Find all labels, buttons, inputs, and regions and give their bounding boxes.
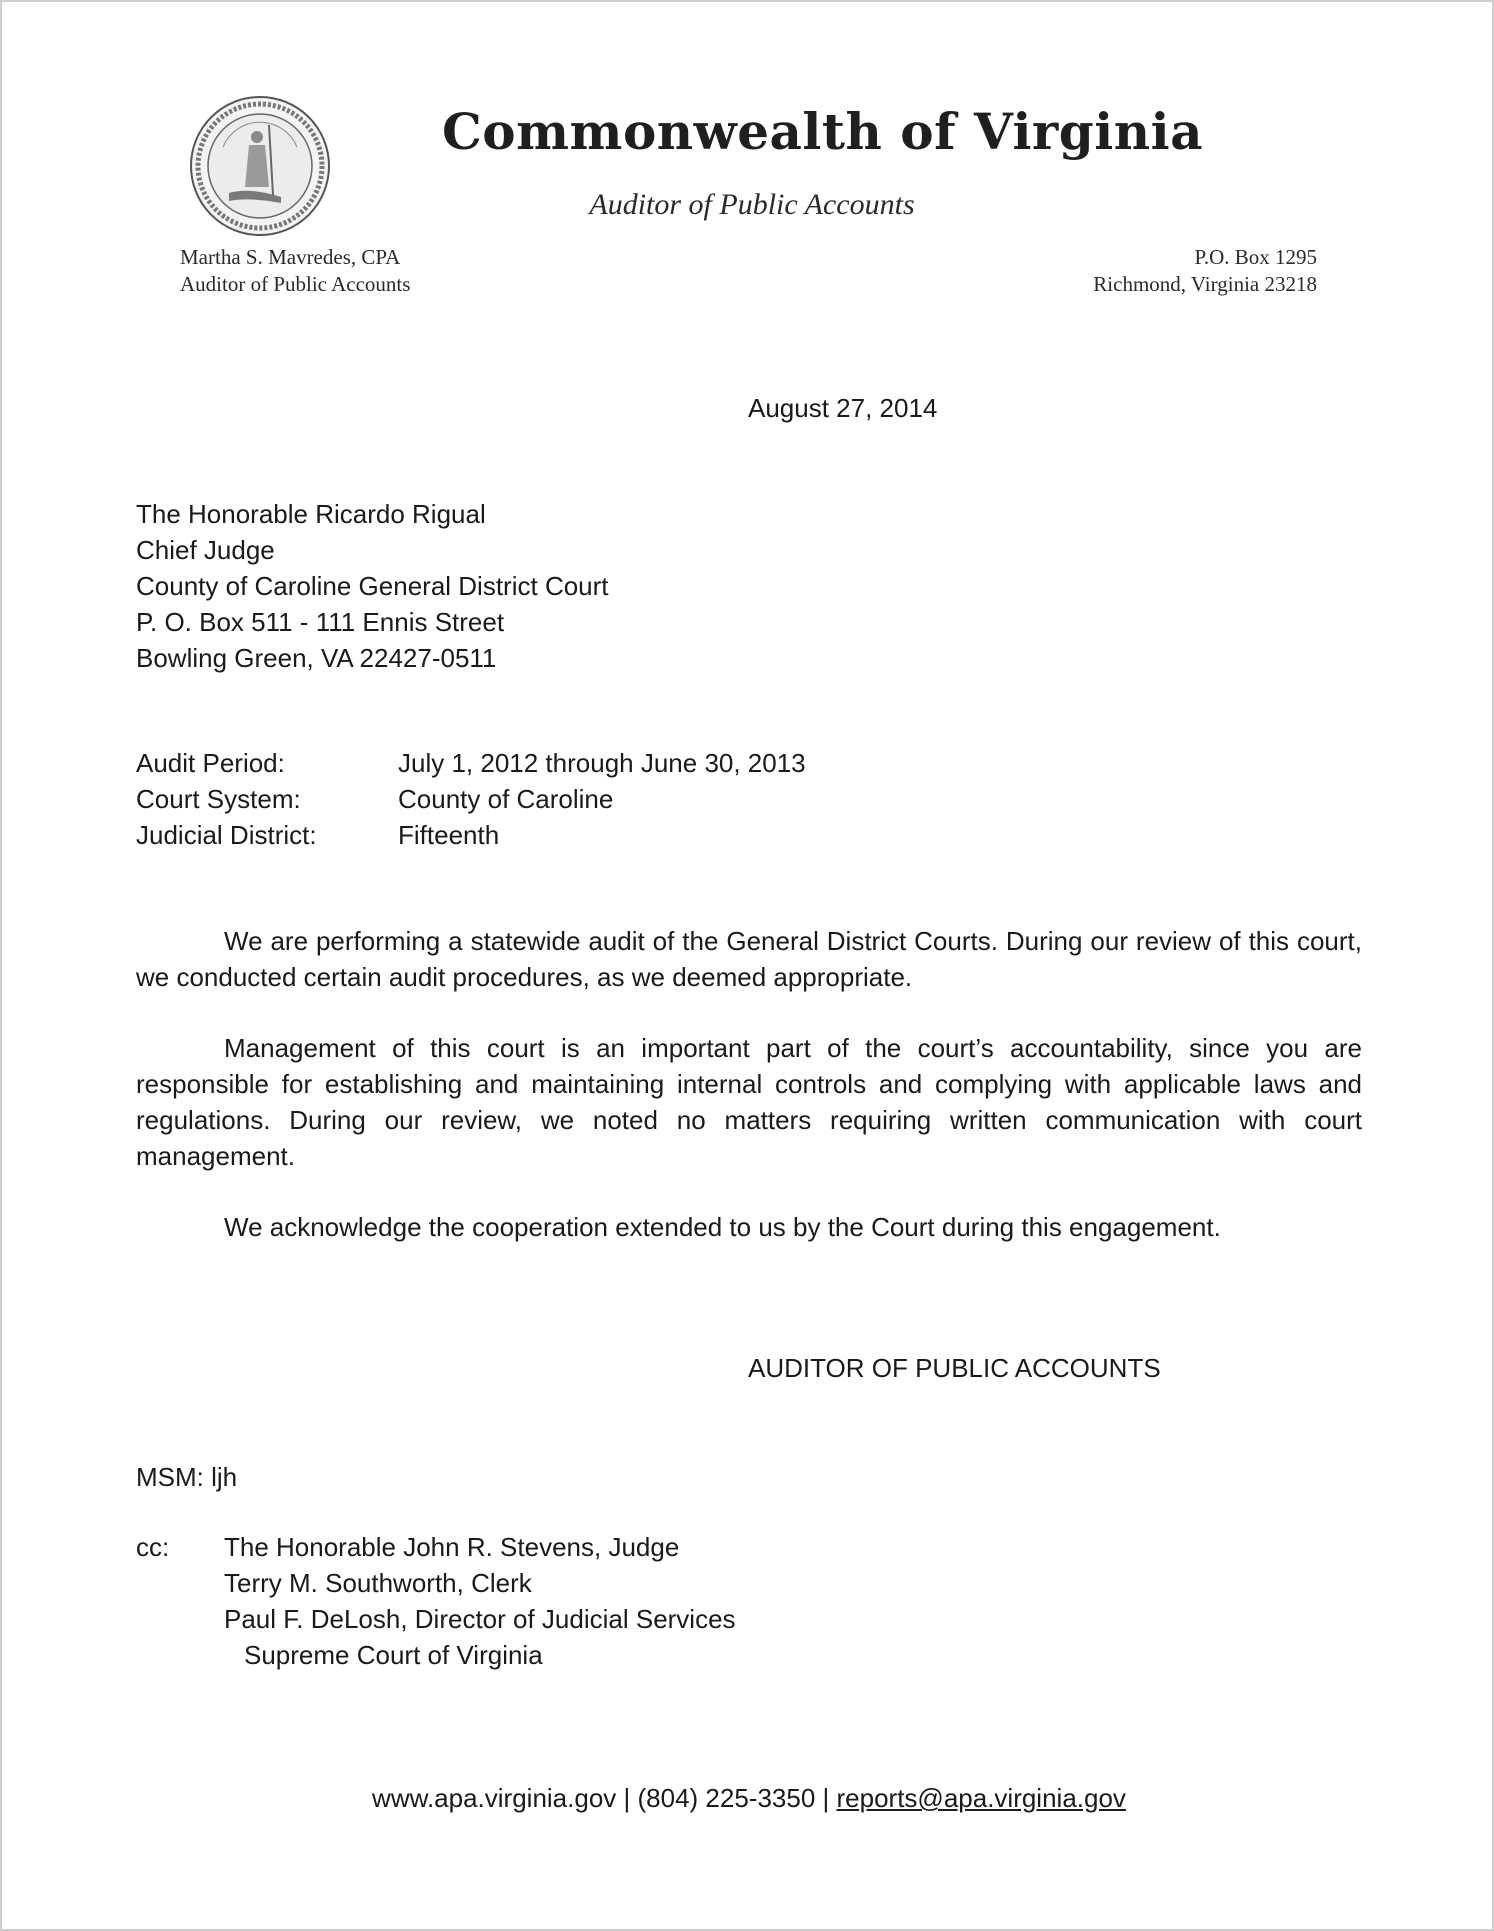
cc-recipient: The Honorable John R. Stevens, Judge bbox=[224, 1532, 680, 1562]
po-box: P.O. Box 1295 bbox=[1194, 245, 1317, 269]
cc-recipient: Paul F. DeLosh, Director of Judicial Services bbox=[224, 1604, 736, 1634]
footer-separator: | bbox=[815, 1783, 837, 1813]
audit-detail-value: Fifteenth bbox=[398, 820, 500, 850]
recipient-street: P. O. Box 511 - 111 Ennis Street bbox=[136, 607, 505, 637]
city-state-zip: Richmond, Virginia 23218 bbox=[1093, 272, 1317, 296]
office-address bbox=[1093, 244, 1317, 298]
cc-recipient-sub: Supreme Court of Virginia bbox=[244, 1640, 543, 1670]
org-title: Commonwealth of Virginia bbox=[442, 102, 1203, 161]
signature-block: AUDITOR OF PUBLIC ACCOUNTS bbox=[748, 1353, 1161, 1383]
auditor-title: Auditor of Public Accounts bbox=[180, 272, 411, 296]
reference-initials: MSM: ljh bbox=[136, 1462, 238, 1492]
auditor-name: Martha S. Mavredes, CPA bbox=[180, 245, 401, 269]
letter-body bbox=[136, 923, 1362, 1280]
email-link[interactable]: reports@apa.virginia.gov bbox=[836, 1783, 1126, 1813]
letter-date: August 27, 2014 bbox=[748, 393, 938, 423]
audit-detail-row bbox=[136, 781, 806, 817]
cc-recipients bbox=[224, 1529, 736, 1673]
audit-detail-label: Judicial District: bbox=[136, 820, 317, 850]
audit-detail-row bbox=[136, 745, 806, 781]
body-paragraph: Management of this court is an important part of the court’s accountability, since you are responsible for establishing and maintaining internal controls and complying with applicable laws and regulations. During our review, we noted no matters requiring written communication with court management. bbox=[136, 1033, 1362, 1171]
cc-list bbox=[136, 1529, 736, 1673]
body-paragraph: We acknowledge the cooperation extended to us by the Court during this engagement. bbox=[224, 1212, 1221, 1242]
website-link[interactable]: www.apa.virginia.gov bbox=[372, 1783, 617, 1813]
recipient-address bbox=[136, 496, 609, 676]
audit-detail-value: July 1, 2012 through June 30, 2013 bbox=[398, 748, 806, 778]
recipient-title: Chief Judge bbox=[136, 535, 275, 565]
recipient-name: The Honorable Ricardo Rigual bbox=[136, 499, 486, 529]
recipient-court: County of Caroline General District Court bbox=[136, 571, 609, 601]
audit-detail-value: County of Caroline bbox=[398, 784, 614, 814]
audit-detail-label: Court System: bbox=[136, 784, 301, 814]
footer-separator: | bbox=[616, 1783, 638, 1813]
audit-details bbox=[136, 745, 806, 853]
footer-contact bbox=[2, 1780, 1494, 1816]
cc-label: cc: bbox=[136, 1532, 170, 1562]
recipient-city: Bowling Green, VA 22427-0511 bbox=[136, 643, 497, 673]
audit-detail-row bbox=[136, 817, 806, 853]
virginia-state-seal-icon bbox=[189, 95, 331, 237]
org-subtitle: Auditor of Public Accounts bbox=[589, 188, 915, 221]
auditor-block bbox=[180, 244, 410, 298]
cc-recipient: Terry M. Southworth, Clerk bbox=[224, 1568, 532, 1598]
audit-detail-label: Audit Period: bbox=[136, 748, 285, 778]
phone-number: (804) 225-3350 bbox=[637, 1783, 816, 1813]
body-paragraph: We are performing a statewide audit of the General District Courts. During our review of this court, we conducted certain audit procedures, as we deemed appropriate. bbox=[136, 926, 1362, 992]
